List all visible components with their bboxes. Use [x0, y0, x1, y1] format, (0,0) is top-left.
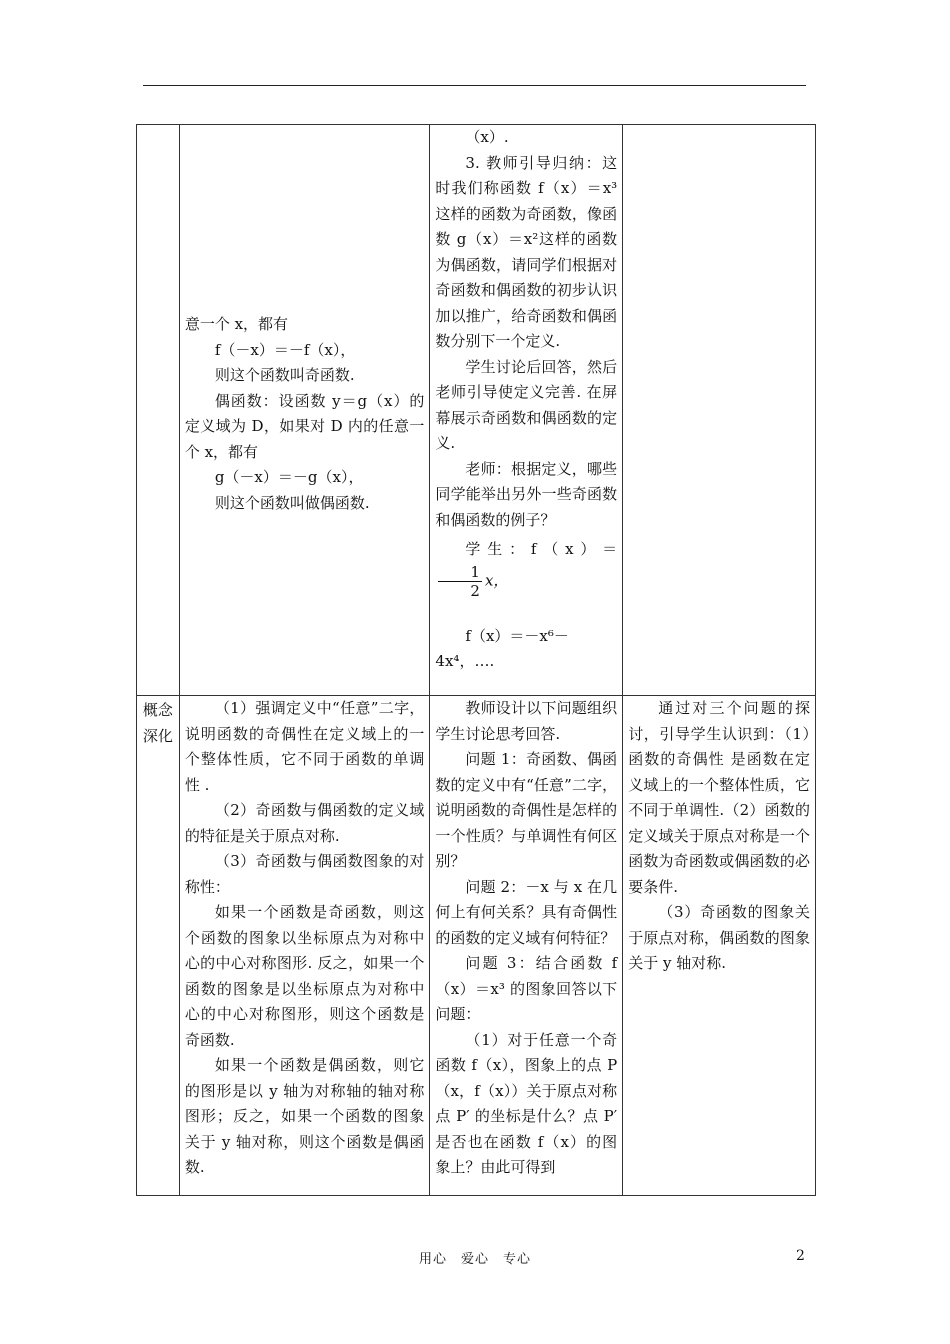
student-example-line: f（x）＝－x⁶－	[465, 626, 569, 645]
example-suffix: x，	[484, 571, 509, 589]
activity-paragraph: 教师设计以下问题组织学生讨论思考回答.	[435, 699, 618, 743]
fraction-numerator: 1	[438, 563, 482, 582]
content-paragraph: （2）奇函数与偶函数的定义域的特征是关于原点对称.	[184, 801, 425, 845]
phase-cell	[137, 125, 180, 696]
design-intent-cell	[623, 696, 816, 1196]
content-paragraph: 偶函数：设函数 y＝g（x）的定义域为 D，如果对 D 内的任意一个 x，都有	[184, 391, 425, 461]
activity-paragraph: 问题 3：结合函数 f（x）＝x³ 的图象回答以下问题：	[435, 954, 618, 1023]
intent-paragraph: （3）奇函数的图象关于原点对称，偶函数的图象关于 y 轴对称.	[628, 903, 810, 972]
fraction-denominator: 2	[470, 581, 480, 600]
lesson-plan-table	[136, 124, 816, 1196]
student-example-line: 4x⁴，….	[435, 652, 495, 670]
teaching-content-cell	[179, 696, 430, 1196]
activity-paragraph: （1）对于任意一个奇函数 f（x），图象上的点 P（x，f（x））关于原点对称点 P′ 的坐标是什么？点 P′ 是否也在函数 f（x）的图象上？由此可得到	[435, 1030, 618, 1176]
activity-paragraph: 3. 教师引导归纳：这时我们称函数 f（x）＝x³这样的函数为奇函数，像函数 g（x）＝x²这样的函数为偶函数，请同学们根据对奇函数和偶函数的初步认识加以推广，给奇函数和偶函数分别下一个定义.	[435, 153, 618, 350]
activity-paragraph: 问题 1：奇函数、偶函数的定义中有“任意”二字，说明函数的奇偶性是怎样的一个性质？与单调性有何区别？	[435, 750, 618, 870]
content-line: 则这个函数叫奇函数.	[214, 366, 355, 384]
content-paragraph: （3）奇函数与偶函数图象的对称性：	[184, 852, 425, 896]
example-prefix: 学生：f（x）＝	[465, 540, 618, 558]
page-number: 2	[796, 1248, 805, 1264]
footer-motto: 用心 爱心 专心	[418, 1252, 531, 1267]
teacher-student-activity-cell	[430, 125, 623, 696]
formula-line: g（－x）＝－g（x），	[214, 468, 364, 486]
activity-paragraph: 问题 2：－x 与 x 在几何上有何关系？具有奇偶性的函数的定义域有何特征？	[435, 877, 618, 947]
teaching-content-cell	[179, 125, 430, 696]
teacher-student-activity-cell	[430, 696, 623, 1196]
formula-line: f（－x）＝－f（x），	[214, 340, 356, 359]
content-paragraph: （1）强调定义中“任意”二字，说明函数的奇偶性在定义域上的一个整体性质，它不同于函数的单调性 .	[184, 699, 425, 794]
design-intent-cell	[623, 125, 816, 696]
content-line: 意一个 x，都有	[184, 315, 289, 333]
intent-paragraph: 通过对三个问题的探讨，引导学生认识到：（1）函数的奇偶性 是函数在定义域上的一个整体性质，它不同于单调性.（2）函数的定义域关于原点对称是一个函数为奇函数或偶函数的必要条件.	[628, 699, 810, 896]
student-example	[435, 537, 617, 600]
fraction	[438, 563, 482, 600]
header-rule	[143, 85, 806, 86]
activity-line: （x）.	[465, 128, 509, 146]
table-row	[137, 125, 816, 696]
phase-cell: 概念深化	[137, 696, 180, 1196]
activity-paragraph: 学生讨论后回答，然后老师引导使定义完善. 在屏幕展示奇函数和偶函数的定义.	[435, 357, 618, 452]
content-paragraph: 如果一个函数是奇函数，则这个函数的图象以坐标原点为对称中心的中心对称图形. 反之，如果一个函数的图象是以坐标原点为对称中心的中心对称图形，则这个函数是奇函数.	[184, 903, 425, 1049]
content-line: 则这个函数叫做偶函数.	[214, 493, 370, 512]
table-row	[137, 696, 816, 1196]
activity-paragraph: 老师：根据定义，哪些同学能举出另外一些奇函数和偶函数的例子？	[435, 459, 618, 529]
content-paragraph: 如果一个函数是偶函数，则它的图形是以 y 轴为对称轴的轴对称图形；反之，如果一个函数的图象关于 y 轴对称，则这个函数是偶函数.	[184, 1056, 425, 1176]
